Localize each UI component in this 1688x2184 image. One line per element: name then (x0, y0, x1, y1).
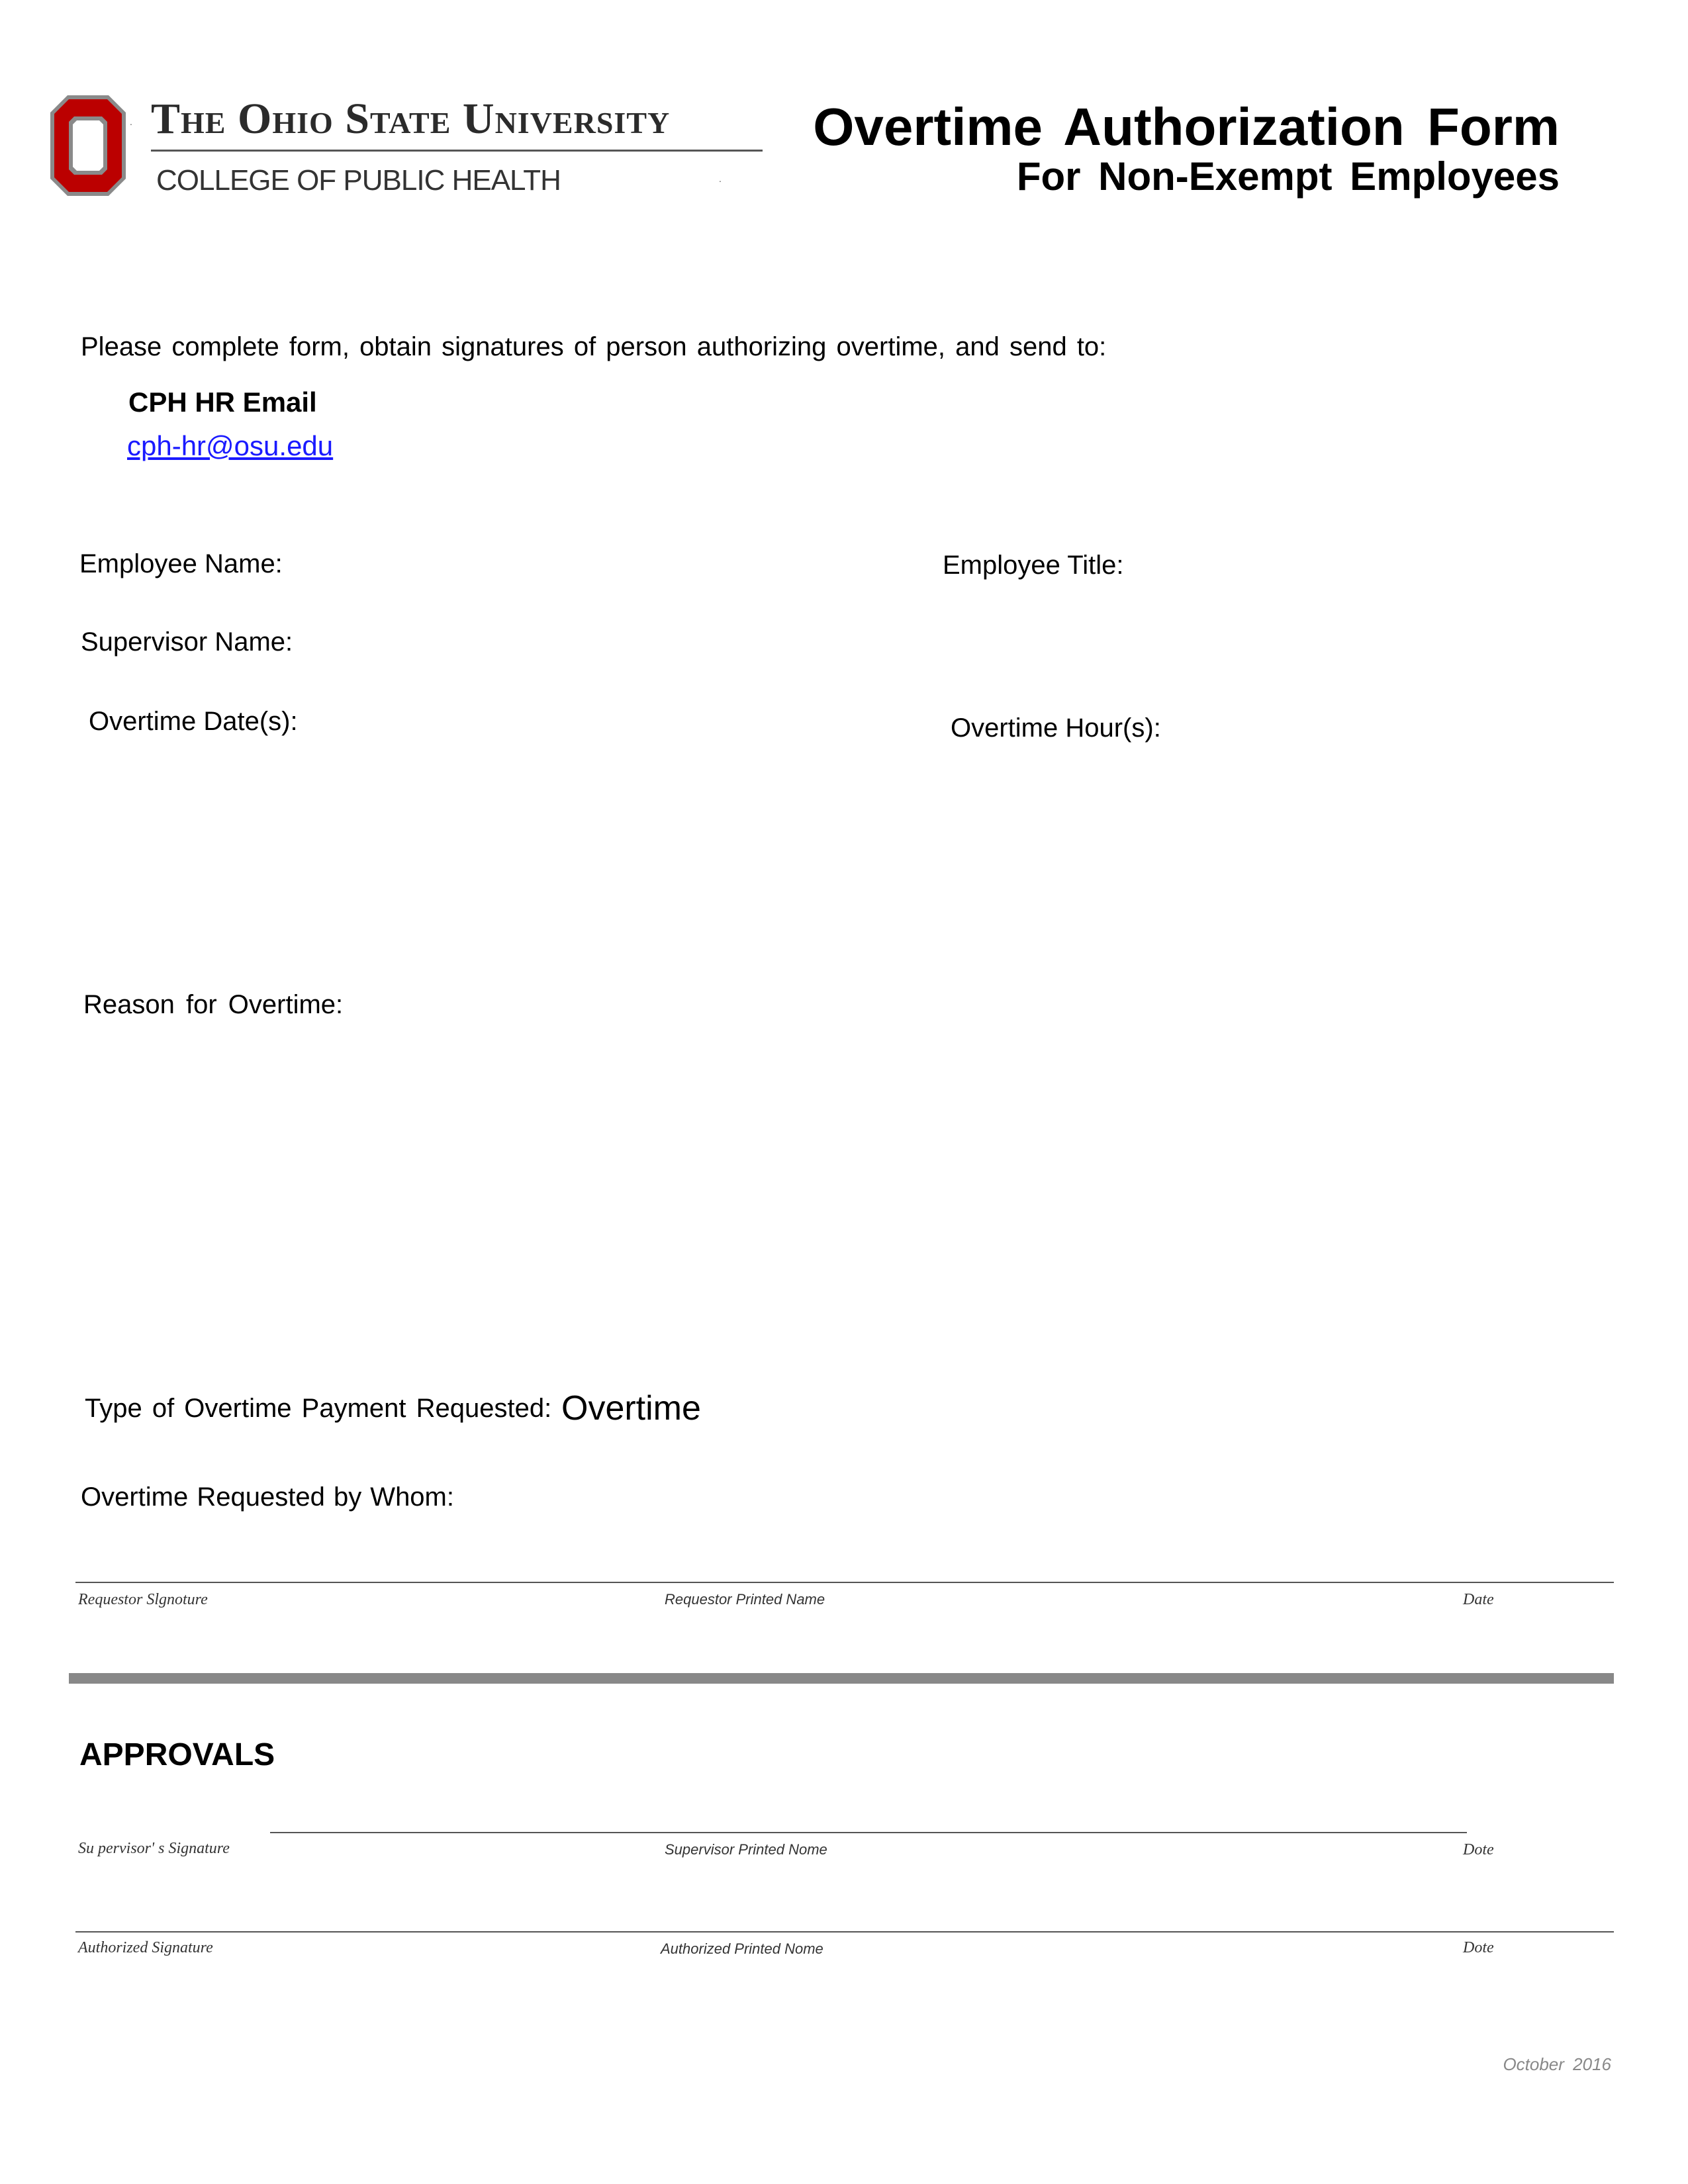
osu-block-o-logo (48, 93, 128, 199)
section-divider (69, 1673, 1614, 1684)
logo-divider (151, 150, 763, 152)
logo-dot: . (719, 173, 722, 184)
supervisor-name-label: Supervisor Name: (81, 627, 293, 657)
revision-date: October 2016 (1503, 2054, 1611, 2074)
requested-by-label: Overtime Requested by Whom: (81, 1482, 454, 1512)
overtime-hours-label: Overtime Hour(s): (951, 713, 1161, 743)
supervisor-signature-line[interactable] (270, 1832, 1467, 1833)
employee-name-label: Employee Name: (79, 549, 283, 578)
authorized-date-caption: Dote (1463, 1939, 1494, 1956)
authorized-printed-name-caption: Authorized Printed Nome (661, 1940, 823, 1957)
logo-dot: . (130, 116, 132, 127)
authorized-signature-caption: Authorized Signature (78, 1939, 213, 1956)
supervisor-signature-caption: Su pervisor' s Signature (78, 1840, 230, 1857)
reason-label: Reason for Overtime: (83, 990, 344, 1019)
contact-label: CPH HR Email (128, 387, 317, 418)
supervisor-date-caption: Dote (1463, 1841, 1494, 1858)
hr-email-link[interactable]: cph-hr@osu.edu (127, 430, 334, 461)
form-subtitle: For Non-Exempt Employees (1016, 154, 1560, 199)
payment-type-label: Type of Overtime Payment Requested: (85, 1394, 552, 1423)
supervisor-printed-name-caption: Supervisor Printed Nome (665, 1841, 827, 1858)
college-name: COLLEGE OF PUBLIC HEALTH (156, 164, 561, 197)
authorized-signature-line[interactable] (75, 1931, 1614, 1933)
requestor-signature-line[interactable] (75, 1582, 1614, 1583)
requestor-date-caption: Date (1463, 1591, 1494, 1608)
form-title: Overtime Authorization Form (813, 97, 1560, 156)
employee-title-label: Employee Title: (943, 551, 1124, 580)
requestor-signature-caption: Requestor Slgnoture (78, 1591, 208, 1608)
university-name: The Ohio State University (151, 95, 671, 143)
overtime-dates-label: Overtime Date(s): (89, 707, 298, 736)
requestor-printed-name-caption: Requestor Printed Name (665, 1591, 825, 1608)
approvals-heading: APPROVALS (79, 1737, 275, 1772)
instructions-text: Please complete form, obtain signatures of person authorizing overtime, and send to: (81, 332, 1107, 361)
payment-type-value[interactable]: Overtime (561, 1389, 701, 1428)
